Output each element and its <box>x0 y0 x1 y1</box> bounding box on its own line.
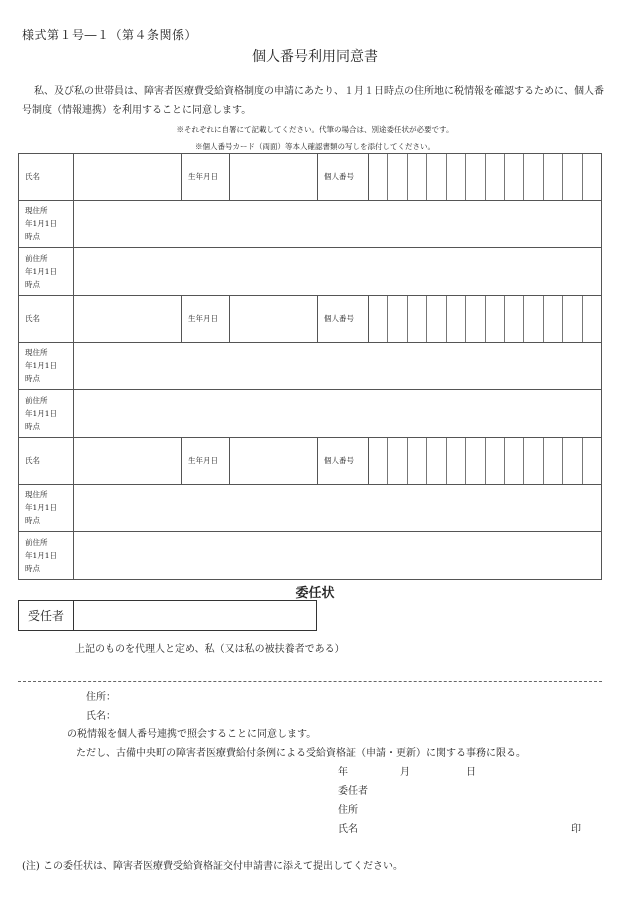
mynumber-digit-box[interactable] <box>387 438 406 484</box>
mynumber-digit-box[interactable] <box>562 438 581 484</box>
delegator-label: 委任者 <box>338 786 368 797</box>
date-month: 月 <box>400 767 410 778</box>
mynumber-digit-box[interactable] <box>369 438 387 484</box>
birth-input[interactable] <box>230 437 318 484</box>
mynumber-digit-box[interactable] <box>446 438 465 484</box>
mynumber-label: 個人番号 <box>318 295 369 342</box>
mynumber-label: 個人番号 <box>318 437 369 484</box>
name-label: 氏名 <box>19 295 74 342</box>
person-2-name-row <box>19 295 602 342</box>
mynumber-digit-box[interactable] <box>504 296 523 342</box>
mynumber-digit-box[interactable] <box>465 154 484 200</box>
agent-box <box>18 600 317 631</box>
note-signature: ※それぞれに自署にて記載してください。代筆の場合は、別途委任状が必要です。 <box>176 125 454 134</box>
mynumber-digit-box[interactable] <box>446 154 465 200</box>
delegation-title: 委任状 <box>295 586 335 601</box>
date-day: 日 <box>466 767 476 778</box>
mynumber-digit-box[interactable] <box>387 296 406 342</box>
form-number: 様式第１号―１（第４条関係） <box>22 28 198 42</box>
mynumber-input[interactable] <box>369 154 602 201</box>
person-3-name-row <box>19 437 602 484</box>
name-label: 氏名 <box>19 154 74 201</box>
mynumber-digit-box[interactable] <box>543 438 562 484</box>
birth-label: 生年月日 <box>182 154 230 201</box>
page-title: 個人番号利用同意書 <box>252 49 378 65</box>
seal-mark: 印 <box>571 824 581 835</box>
previous-address-label: 前住所 年1月1日 時点 <box>19 248 74 296</box>
person-2-current-address-row <box>19 342 602 390</box>
birth-label: 生年月日 <box>182 437 230 484</box>
previous-address-label: 前住所 年1月1日 時点 <box>19 390 74 438</box>
current-address-label: 現住所 年1月1日 時点 <box>19 484 74 532</box>
mynumber-digit-box[interactable] <box>485 296 504 342</box>
mynumber-digit-box[interactable] <box>582 296 601 342</box>
mynumber-digit-box[interactable] <box>504 154 523 200</box>
agent-label: 受任者 <box>19 601 74 630</box>
mynumber-digit-box[interactable] <box>407 296 426 342</box>
mynumber-digit-box[interactable] <box>543 296 562 342</box>
birth-label: 生年月日 <box>182 295 230 342</box>
limit-text: ただし、古備中央町の障害者医療費給付条例による受給資格証（申請・更新）に関する事務に限る。 <box>76 748 526 759</box>
note-id-copy: ※個人番号カード（両面）等本人確認書類の写しを添付してください。 <box>195 142 435 151</box>
person-1-previous-address-row <box>19 248 602 296</box>
delegation-define-text: 上記のものを代理人と定め、私（又は私の被扶養者である） <box>75 644 345 655</box>
delegator-address-label: 住所 <box>338 805 358 816</box>
birth-input[interactable] <box>230 295 318 342</box>
mynumber-digit-box[interactable] <box>485 438 504 484</box>
current-address-label: 現住所 年1月1日 時点 <box>19 342 74 390</box>
person-3-current-address-row <box>19 484 602 532</box>
name-input[interactable] <box>74 437 182 484</box>
mynumber-digit-box[interactable] <box>523 438 542 484</box>
date-year: 年 <box>338 767 348 778</box>
mynumber-digit-box[interactable] <box>369 154 387 200</box>
dependent-address-label: 住所： <box>86 692 116 703</box>
mynumber-input[interactable] <box>369 437 602 484</box>
previous-address-input[interactable] <box>74 390 602 438</box>
name-input[interactable] <box>74 295 182 342</box>
mynumber-label: 個人番号 <box>318 154 369 201</box>
mynumber-digit-box[interactable] <box>465 296 484 342</box>
consent-table <box>18 153 602 580</box>
mynumber-digit-box[interactable] <box>446 296 465 342</box>
footnote: (注) この委任状は、障害者医療費受給資格証交付申請書に添えて提出してください。 <box>22 861 403 872</box>
current-address-label: 現住所 年1月1日 時点 <box>19 200 74 248</box>
mynumber-digit-box[interactable] <box>523 296 542 342</box>
birth-input[interactable] <box>230 154 318 201</box>
mynumber-digit-box[interactable] <box>407 154 426 200</box>
mynumber-input[interactable] <box>369 295 602 342</box>
mynumber-digit-box[interactable] <box>543 154 562 200</box>
previous-address-label: 前住所 年1月1日 時点 <box>19 532 74 580</box>
person-1-current-address-row <box>19 200 602 248</box>
mynumber-digit-box[interactable] <box>504 438 523 484</box>
dependent-name-label: 氏名： <box>86 711 116 722</box>
mynumber-digit-box[interactable] <box>562 296 581 342</box>
previous-address-input[interactable] <box>74 532 602 580</box>
mynumber-digit-box[interactable] <box>523 154 542 200</box>
mynumber-digit-box[interactable] <box>426 438 445 484</box>
consent-text: の税情報を個人番号連携で照会することに同意します。 <box>67 729 317 740</box>
name-input[interactable] <box>74 154 182 201</box>
current-address-input[interactable] <box>74 200 602 248</box>
current-address-input[interactable] <box>74 342 602 390</box>
delegator-name-label: 氏名 <box>338 824 358 835</box>
person-2-previous-address-row <box>19 390 602 438</box>
mynumber-digit-box[interactable] <box>485 154 504 200</box>
mynumber-digit-box[interactable] <box>387 154 406 200</box>
previous-address-input[interactable] <box>74 248 602 296</box>
agent-input[interactable] <box>74 601 316 630</box>
current-address-input[interactable] <box>74 484 602 532</box>
person-1-name-row <box>19 154 602 201</box>
mynumber-digit-box[interactable] <box>407 438 426 484</box>
mynumber-digit-box[interactable] <box>465 438 484 484</box>
intro-text: 私、及び私の世帯員は、障害者医療費受給資格制度の申請にあたり、１月１日時点の住所地に税情報を確認するために、個人番号制度（情報連携）を利用することに同意します。 <box>22 86 604 116</box>
mynumber-digit-box[interactable] <box>369 296 387 342</box>
mynumber-digit-box[interactable] <box>426 296 445 342</box>
person-3-previous-address-row <box>19 532 602 580</box>
mynumber-digit-box[interactable] <box>582 154 601 200</box>
mynumber-digit-box[interactable] <box>426 154 445 200</box>
mynumber-digit-box[interactable] <box>582 438 601 484</box>
dashed-divider <box>18 681 602 682</box>
name-label: 氏名 <box>19 437 74 484</box>
mynumber-digit-box[interactable] <box>562 154 581 200</box>
